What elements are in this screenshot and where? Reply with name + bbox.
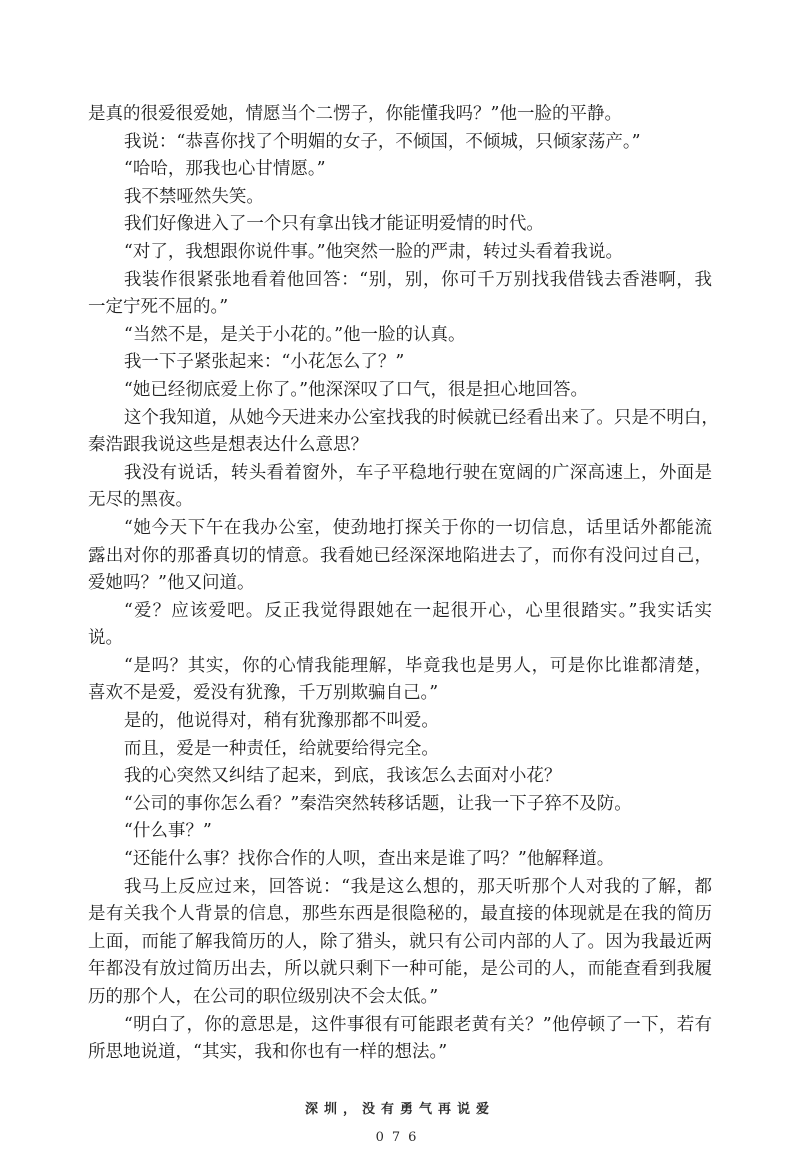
text-line: 这个我知道，从她今天进来办公室找我的时候就已经看出来了。只是不明白， <box>123 407 719 428</box>
paragraph <box>88 791 712 819</box>
paragraph <box>88 653 712 708</box>
text-line: 年都没有放过简历出去，所以就只剩下一种可能，是公司的人，而能查看到我履 <box>88 959 712 980</box>
text-line: 我马上反应过来，回答说：“我是这么想的，那天听那个人对我的了解，都 <box>123 876 712 897</box>
paragraph <box>88 708 712 736</box>
paragraph <box>88 377 712 405</box>
paragraph <box>88 1012 712 1067</box>
text-line: 是真的很爱很爱她，情愿当个二愣子，你能懂我吗？”他一脸的平静。 <box>88 104 622 124</box>
text-line: 我装作很紧张地看着他回答：“别，别，你可千万别找我借钱去香港啊，我 <box>123 269 712 290</box>
text-line: 是有关我个人背景的信息，那些东西是很隐秘的，最直接的体现就是在我的简历 <box>88 904 712 925</box>
paragraph <box>88 598 712 653</box>
text-line: 所思地说道，“其实，我和你也有一样的想法。” <box>88 1042 448 1063</box>
paragraph <box>88 460 712 515</box>
text-line: 我不禁哑然失笑。 <box>123 186 264 207</box>
text-line: “她已经彻底爱上你了。”他深深叹了口气，很是担心地回答。 <box>123 379 589 400</box>
text-line: “公司的事你怎么看？”秦浩突然转移话题，让我一下子猝不及防。 <box>123 793 632 814</box>
paragraph <box>88 818 712 846</box>
text-line: 我说：“恭喜你找了个明媚的女子，不倾国，不倾城，只倾家荡产。” <box>123 131 641 152</box>
text-line: “当然不是，是关于小花的。”他一脸的认真。 <box>123 324 466 345</box>
paragraph <box>88 129 712 157</box>
text-line: 说。 <box>88 628 123 649</box>
text-line: “对了，我想跟你说件事。”他突然一脸的严肃，转过头看着我说。 <box>123 241 624 262</box>
text-line: 喜欢不是爱，爱没有犹豫，千万别欺骗自己。” <box>88 683 439 704</box>
text-line: 我没有说话，转头看着窗外，车子平稳地行驶在宽阔的广深高速上，外面是 <box>123 462 712 483</box>
paragraph <box>88 322 712 350</box>
paragraph <box>88 763 712 791</box>
body-text <box>88 101 719 1067</box>
text-line: “是吗？其实，你的心情我能理解，毕竟我也是男人，可是你比谁都清楚， <box>123 655 712 676</box>
paragraph <box>88 736 712 764</box>
paragraph <box>88 349 712 377</box>
text-line: “她今天下午在我办公室，使劲地打探关于你的一切信息，话里话外都能流 <box>123 517 712 538</box>
text-line: “哈哈，那我也心甘情愿。” <box>123 159 326 180</box>
paragraph <box>88 211 712 239</box>
paragraph <box>88 267 712 322</box>
paragraph <box>88 184 712 212</box>
text-line: 我一下子紧张起来：“小花怎么了？” <box>123 352 405 373</box>
text-line: “什么事？” <box>123 821 212 842</box>
text-line: 是的，他说得对，稍有犹豫那都不叫爱。 <box>123 711 439 732</box>
page-number: 076 <box>375 1130 425 1145</box>
text-line: 无尽的黑夜。 <box>88 490 193 511</box>
text-line: “明白了，你的意思是，这件事很有可能跟老黄有关？”他停顿了一下，若有 <box>123 1014 712 1035</box>
text-line: 爱她吗？”他又问道。 <box>88 573 255 594</box>
paragraph <box>88 846 712 874</box>
text-line: 我的心突然又纠结了起来，到底，我该怎么去面对小花？ <box>123 766 562 787</box>
paragraph <box>88 101 712 129</box>
text-line: 历的那个人，在公司的职位级别决不会太低。” <box>88 987 439 1007</box>
text-line: 我们好像进入了一个只有拿出钱才能证明爱情的时代。 <box>123 214 544 235</box>
paragraph <box>88 239 712 267</box>
text-line: 露出对你的那番真切的情意。我看她已经深深地陷进去了，而你有没问过自己， <box>88 545 712 566</box>
running-title: 深圳，没有勇气再说爱 <box>304 1102 495 1117</box>
text-line: 一定宁死不屈的。” <box>88 297 229 318</box>
paragraph <box>88 515 712 598</box>
text-line: 秦浩跟我说这些是想表达什么意思？ <box>88 435 368 456</box>
text-line: 而且，爱是一种责任，给就要给得完全。 <box>123 738 439 759</box>
paragraph <box>88 156 712 184</box>
text-line: “爱？应该爱吧。反正我觉得跟她在一起很开心，心里很踏实。”我实话实 <box>123 600 712 621</box>
text-line: “还能什么事？找你合作的人呗，查出来是谁了吗？”他解释道。 <box>123 849 615 870</box>
text-line: 上面，而能了解我简历的人，除了猎头，就只有公司内部的人了。因为我最近两 <box>88 931 712 952</box>
paragraph <box>88 874 712 1012</box>
paragraph <box>88 405 719 460</box>
